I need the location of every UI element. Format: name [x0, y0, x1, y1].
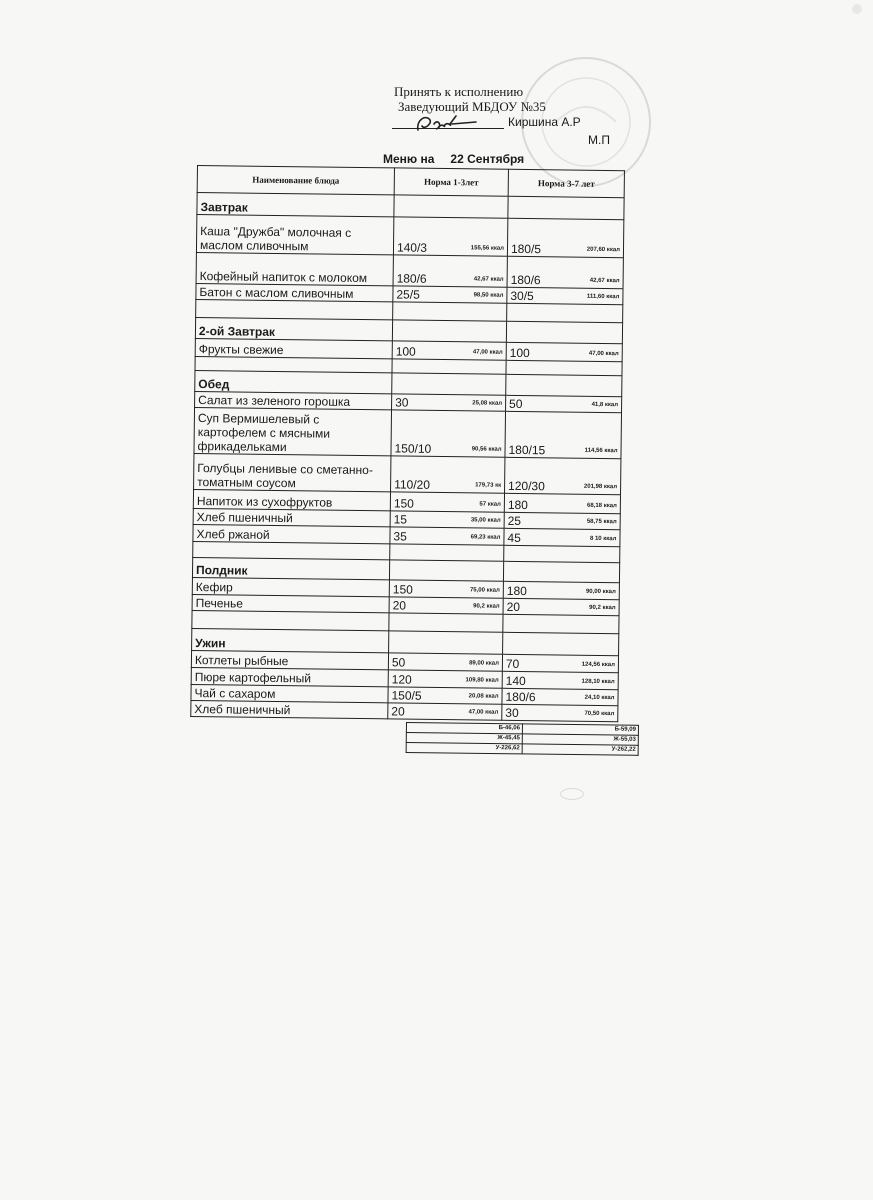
portion-value: 150	[393, 496, 414, 511]
title-label: Меню на	[383, 152, 435, 166]
portion-cell	[505, 690, 614, 705]
norm-old-cell	[505, 411, 622, 458]
portion-value: 180/6	[510, 272, 541, 288]
norm-young-cell	[389, 560, 503, 581]
portion-value: 70	[505, 656, 520, 671]
portion-cell	[510, 289, 619, 304]
page-title	[383, 152, 524, 166]
portion-cell	[394, 441, 501, 456]
portion-value: 25	[507, 513, 522, 528]
kcal-value: 201,98 ккал	[583, 483, 618, 491]
dish-name: Печенье	[192, 594, 389, 612]
kcal-value: 35,00 ккал	[470, 517, 501, 524]
norm-old-cell	[503, 614, 619, 633]
kcal-value: 8 10 ккал	[589, 535, 617, 543]
portion-cell	[394, 496, 501, 511]
portion-value: 120/30	[508, 478, 545, 494]
dish-name: Напиток из сухофруктов	[193, 489, 390, 510]
portion-cell	[395, 395, 502, 410]
portion-cell	[393, 529, 500, 544]
total-young: Б-46,06	[406, 723, 522, 734]
portion-cell	[507, 531, 616, 546]
portion-cell	[506, 674, 615, 689]
table-row	[196, 215, 623, 258]
kcal-value: 47,00 ккал	[588, 350, 619, 358]
kcal-value: 75,00 ккал	[469, 587, 500, 594]
portion-cell	[506, 657, 615, 672]
totals-row	[406, 743, 638, 756]
portion-cell	[508, 479, 617, 494]
norm-young-cell	[393, 217, 507, 256]
portion-value: 140/3	[396, 240, 428, 255]
seal-label: М.П	[588, 133, 610, 147]
norm-young-cell	[389, 631, 503, 654]
kcal-value: 90,56 ккал	[471, 446, 502, 453]
norm-old-cell	[502, 704, 618, 721]
norm-young-cell	[391, 410, 506, 457]
portion-cell	[505, 706, 614, 721]
dish-name: Хлеб пшеничный	[191, 700, 388, 718]
portion-value: 15	[393, 512, 408, 527]
norm-young-cell	[393, 302, 507, 321]
approve-line-1: Принять к исполнению	[394, 84, 524, 99]
norm-old-cell	[507, 256, 623, 288]
portion-value: 30	[505, 705, 519, 720]
norm-old-cell	[504, 528, 620, 546]
norm-young-cell	[392, 320, 506, 342]
total-old: Б-59,09	[522, 724, 638, 735]
kcal-value: 42,67 ккал	[473, 276, 504, 283]
portion-value: 50	[391, 655, 406, 670]
portion-cell	[392, 672, 499, 687]
corner-mark	[852, 4, 862, 14]
norm-old-cell	[505, 457, 621, 494]
norm-old-cell	[506, 374, 622, 396]
norm-old-cell	[502, 654, 618, 672]
norm-old-cell	[507, 303, 623, 322]
dish-name: Кофейный напиток с молоком	[196, 252, 393, 285]
nutrition-totals-table	[406, 722, 639, 756]
norm-old-cell	[507, 287, 623, 304]
norm-young-cell	[390, 492, 504, 512]
portion-value: 35	[393, 529, 407, 544]
norm-young-cell	[393, 286, 507, 303]
dish-name: Пюре картофельный	[191, 667, 388, 686]
total-old: Ж-55,03	[522, 734, 638, 745]
dish-name: Кефир	[192, 577, 389, 596]
portion-cell	[392, 655, 499, 670]
menu-table	[190, 165, 625, 722]
norm-young-cell	[388, 703, 502, 720]
portion-value: 100	[395, 344, 416, 359]
norm-old-cell	[506, 360, 622, 375]
portion-value: 20	[391, 704, 405, 719]
kcal-value: 57 ккал	[479, 501, 501, 508]
dish-name	[196, 299, 393, 319]
dish-name: Чай с сахаром	[191, 684, 388, 702]
norm-young-cell	[389, 597, 503, 614]
portion-cell	[391, 704, 498, 719]
portion-value: 45	[507, 530, 521, 545]
portion-cell	[394, 477, 501, 492]
norm-old-cell	[503, 632, 619, 655]
table-row	[194, 453, 621, 494]
kcal-value: 124,56 ккал	[581, 661, 615, 669]
norm-old-cell	[502, 671, 618, 689]
section-title: Обед	[195, 370, 392, 393]
norm-young-cell	[392, 341, 506, 360]
dish-name: Салат из зеленого горошка	[195, 391, 392, 409]
dish-name: Суп Вермишелевый с картофелем с мясными фрикадельками	[194, 407, 392, 455]
kcal-value: 109,80 ккал	[465, 677, 499, 684]
header-norm-young: Норма 1-3лет	[394, 168, 508, 196]
signature-line	[392, 128, 504, 129]
portion-value: 120	[391, 672, 412, 687]
portion-cell	[394, 512, 501, 527]
portion-value: 30/5	[510, 288, 534, 304]
section-title: 2-ой Завтрак	[195, 317, 392, 340]
portion-cell	[397, 240, 504, 255]
portion-cell	[396, 287, 503, 302]
dish-name: Котлеты рыбные	[191, 650, 388, 669]
kcal-value: 25,08 ккал	[472, 400, 503, 407]
kcal-value: 90,00 ккал	[585, 588, 616, 596]
kcal-value: 111,60 ккал	[586, 293, 620, 301]
portion-cell	[507, 600, 616, 615]
portion-value: 30	[395, 395, 409, 410]
norm-old-cell	[506, 342, 622, 361]
table-row	[194, 407, 622, 458]
smudge-mark	[560, 788, 584, 800]
kcal-value: 98,50 ккал	[473, 292, 504, 299]
header-dish: Наименование блюда	[197, 166, 394, 195]
dish-name: Каша "Дружба" молочная с маслом сливочным	[196, 215, 393, 255]
portion-value: 100	[509, 345, 530, 361]
norm-young-cell	[388, 687, 502, 704]
norm-old-cell	[508, 196, 624, 219]
portion-value: 20	[392, 598, 407, 613]
portion-value: 180/15	[508, 442, 546, 458]
norm-young-cell	[390, 544, 504, 561]
dish-name: Хлеб пшеничный	[193, 508, 390, 526]
portion-value: 150	[392, 582, 413, 597]
norm-young-cell	[392, 394, 506, 411]
norm-young-cell	[388, 653, 502, 671]
norm-old-cell	[507, 218, 623, 257]
kcal-value: 69,23 ккал	[470, 534, 501, 541]
title-date: 22 Сентября	[450, 152, 525, 166]
norm-young-cell	[392, 373, 506, 395]
portion-cell	[507, 584, 616, 599]
portion-cell	[393, 598, 500, 613]
kcal-value: 179,73 кк	[475, 482, 502, 489]
norm-young-cell	[390, 527, 504, 545]
totals-body	[406, 723, 638, 756]
norm-old-cell	[503, 561, 619, 582]
dish-name: Хлеб ржаной	[193, 524, 390, 543]
portion-value: 180	[506, 583, 527, 599]
dish-name	[192, 610, 389, 630]
kcal-value: 89,00 ккал	[469, 660, 499, 667]
norm-young-cell	[389, 613, 503, 632]
dish-name: Батон с маслом сливочным	[196, 283, 393, 301]
approve-line-2: Заведующий МБДОУ №35	[398, 99, 546, 114]
section-title: Ужин	[192, 628, 389, 652]
portion-cell	[397, 271, 504, 286]
dish-name: Фрукты свежие	[195, 338, 392, 358]
norm-young-cell	[389, 580, 503, 598]
portion-cell	[508, 443, 617, 458]
section-title: Завтрак	[197, 193, 394, 217]
norm-old-cell	[502, 688, 618, 705]
kcal-value: 207,60 ккал	[586, 246, 621, 254]
portion-value: 50	[509, 396, 523, 411]
total-old: У-262,22	[522, 744, 638, 755]
portion-cell	[509, 397, 618, 412]
portion-cell	[396, 344, 503, 359]
total-young: Ж-45,45	[406, 733, 522, 744]
total-young: У-226,62	[406, 743, 522, 754]
kcal-value: 20,08 ккал	[468, 693, 499, 700]
portion-cell	[511, 242, 620, 257]
portion-cell	[393, 582, 500, 597]
kcal-value: 24,10 ккал	[584, 694, 615, 702]
kcal-value: 41,8 ккал	[591, 401, 619, 409]
portion-value: 110/20	[394, 477, 431, 492]
portion-value: 20	[506, 599, 521, 614]
norm-young-cell	[388, 670, 502, 688]
norm-young-cell	[394, 195, 508, 218]
table-row	[196, 252, 623, 288]
portion-value: 150/10	[394, 441, 432, 456]
kcal-value: 68,18 ккал	[586, 502, 617, 510]
portion-cell	[508, 498, 617, 513]
kcal-value: 42,67 ккал	[589, 277, 620, 285]
dish-name: Голубцы ленивые со сметанно-томатным соусом	[194, 453, 391, 491]
kcal-value: 114,56 ккал	[584, 447, 618, 455]
portion-value: 180/6	[396, 271, 427, 286]
norm-old-cell	[503, 581, 619, 599]
portion-cell	[508, 514, 617, 529]
kcal-value: 155,56 ккал	[470, 245, 505, 252]
portion-cell	[511, 273, 620, 288]
header-norm-old: Норма 3-7 лет	[508, 169, 624, 197]
signature-icon	[412, 112, 482, 134]
kcal-value: 47,00 ккал	[468, 709, 499, 716]
kcal-value: 90,2 ккал	[473, 603, 500, 610]
portion-value: 180/5	[510, 241, 542, 257]
norm-young-cell	[390, 511, 504, 528]
norm-old-cell	[504, 545, 620, 562]
kcal-value: 47,00 ккал	[472, 349, 503, 356]
portion-cell	[510, 346, 619, 361]
menu-table-body	[191, 166, 625, 722]
norm-old-cell	[506, 395, 622, 412]
norm-old-cell	[506, 321, 622, 343]
kcal-value: 128,10 ккал	[581, 678, 615, 686]
norm-young-cell	[393, 255, 507, 287]
norm-old-cell	[504, 512, 620, 529]
portion-value: 140	[505, 673, 526, 689]
approval-block	[394, 84, 546, 114]
norm-young-cell	[391, 456, 505, 493]
portion-cell	[391, 688, 498, 703]
norm-old-cell	[504, 493, 620, 513]
kcal-value: 58,75 ккал	[586, 518, 617, 526]
norm-old-cell	[503, 598, 619, 615]
kcal-value: 70,50 ккал	[584, 710, 615, 718]
norm-young-cell	[392, 359, 506, 374]
section-title: Полдник	[192, 557, 389, 579]
portion-value: 180/6	[505, 689, 536, 705]
director-name: Киршина А.Р	[508, 115, 581, 129]
portion-value: 180	[507, 497, 528, 513]
kcal-value: 90,2 ккал	[589, 604, 616, 612]
portion-value: 25/5	[396, 287, 420, 302]
portion-value: 150/5	[391, 688, 422, 703]
